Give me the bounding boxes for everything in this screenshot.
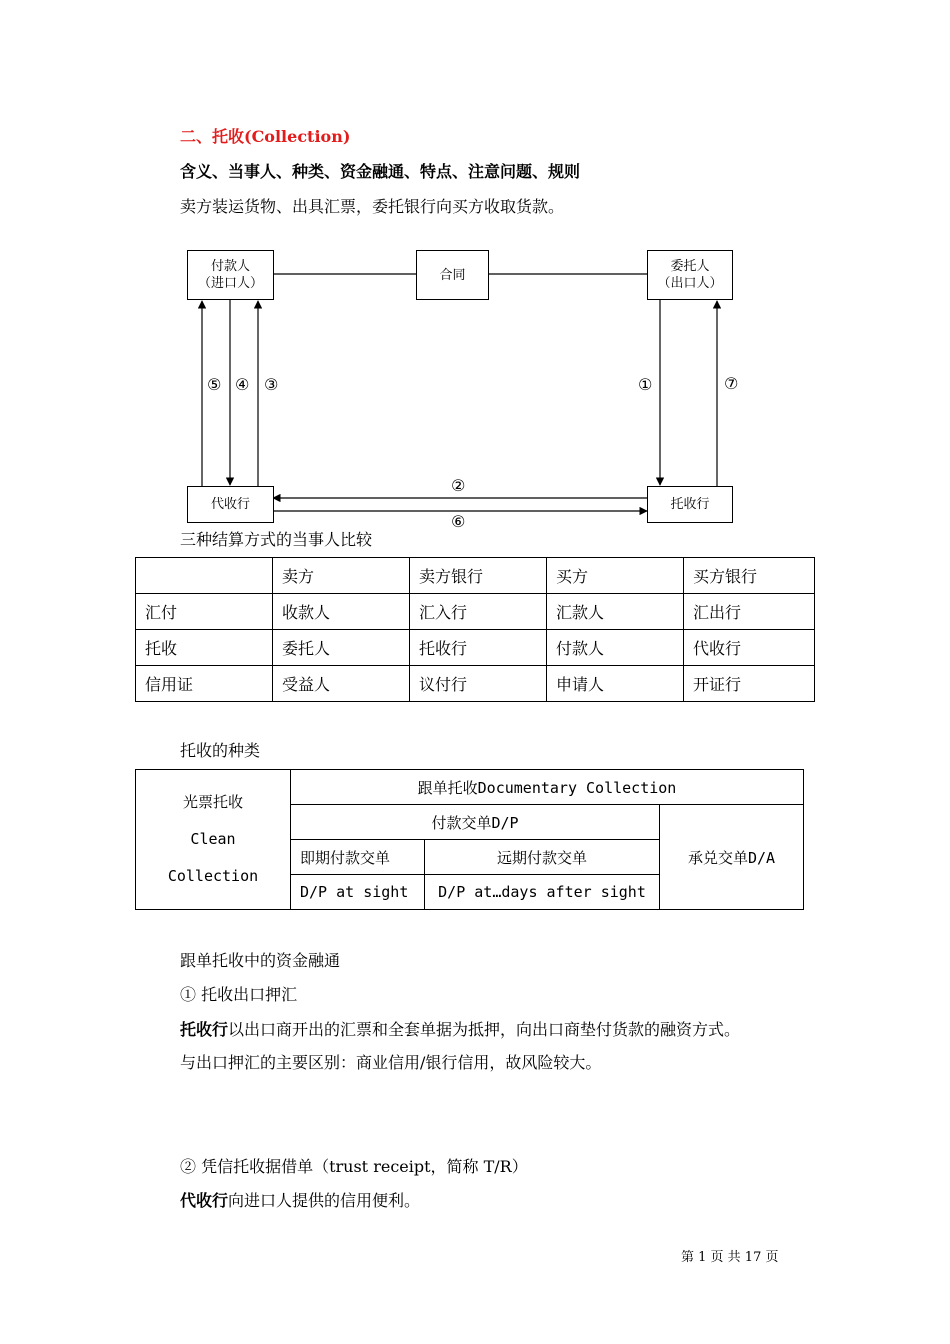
da-cell: 承兑交单D/A [660, 805, 804, 910]
table-cell: 汇出行 [684, 594, 815, 630]
table-row [136, 630, 815, 666]
step-3-label: ③ [264, 375, 279, 394]
collecting-bank-label: 代收行 [210, 497, 250, 512]
compare-table [135, 557, 815, 702]
principal-sublabel: （出口人） [657, 276, 723, 291]
financing-item2-title: ② 凭信托收据借单（trust receipt，简称 T/R） [180, 1157, 528, 1176]
principal-label: 委托人 [670, 259, 710, 274]
financing-item1-bold: 托收行 [180, 1020, 229, 1039]
table-cell: 付款人 [547, 630, 684, 666]
principal-box [647, 250, 733, 300]
table-cell: 受益人 [273, 666, 410, 702]
table-cell: 代收行 [684, 630, 815, 666]
step-7-label: ⑦ [724, 374, 739, 393]
step-4-label: ④ [235, 375, 250, 394]
clean-collection-en2: Collection [167, 867, 259, 885]
header-cell: 卖方 [273, 558, 410, 594]
financing-item1-note: 与出口押汇的主要区别：商业信用/银行信用，故风险较大。 [180, 1053, 602, 1072]
usance-dp-en-cell: D/P at…days after sight [425, 875, 660, 910]
sight-dp-cn-cell: 即期付款交单 [291, 840, 425, 875]
contract-box [416, 250, 489, 300]
table-cell: 收款人 [273, 594, 410, 630]
step-6-label: ⑥ [451, 512, 466, 531]
table-cell: 开证行 [684, 666, 815, 702]
financing-title: 跟单托收中的资金融通 [180, 951, 341, 970]
table-cell: 汇款人 [547, 594, 684, 630]
table-cell: 汇入行 [410, 594, 547, 630]
header-cell: 买方银行 [684, 558, 815, 594]
usance-dp-cn-cell: 远期付款交单 [425, 840, 660, 875]
sight-dp-en-cell: D/P at sight [291, 875, 425, 910]
collecting-bank-box [187, 486, 274, 523]
header-cell: 卖方银行 [410, 558, 547, 594]
table-cell: 委托人 [273, 630, 410, 666]
payer-label: 付款人 [210, 259, 250, 274]
remitting-bank-box [647, 486, 733, 523]
section-heading: 二、托收(Collection) [180, 127, 351, 146]
clean-collection-en1: Clean [190, 830, 236, 848]
financing-item2-body [180, 1188, 420, 1211]
section-subheading: 含义、当事人、种类、资金融通、特点、注意问题、规则 [180, 162, 581, 181]
compare-table-caption: 三种结算方式的当事人比较 [180, 530, 373, 549]
step-1-label: ① [638, 375, 653, 394]
documentary-collection-cell: 跟单托收Documentary Collection [291, 770, 804, 805]
financing-item2-text: 向进口人提供的信用便利。 [228, 1191, 421, 1210]
table-cell: 申请人 [547, 666, 684, 702]
table-header-row [136, 558, 815, 594]
step-2-label: ② [451, 476, 466, 495]
step-5-label: ⑤ [207, 375, 222, 394]
financing-item2-bold: 代收行 [180, 1191, 229, 1210]
clean-collection-cn: 光票托收 [182, 793, 243, 811]
financing-item1-body [180, 1017, 740, 1040]
clean-collection-cell [136, 770, 291, 910]
table-cell: 托收行 [410, 630, 547, 666]
contract-label: 合同 [439, 267, 466, 283]
kinds-table [135, 769, 804, 910]
kinds-table-caption: 托收的种类 [180, 741, 261, 760]
financing-item1-title: ① 托收出口押汇 [180, 985, 298, 1004]
payer-box [187, 250, 274, 300]
table-row [136, 594, 815, 630]
dp-cell: 付款交单D/P [291, 805, 660, 840]
header-cell [136, 558, 273, 594]
page-footer: 第 1 页 共 17 页 [681, 1250, 779, 1265]
financing-item1-text: 以出口商开出的汇票和全套单据为抵押，向出口商垫付货款的融资方式。 [228, 1020, 741, 1039]
remitting-bank-label: 托收行 [670, 497, 710, 512]
table-cell: 信用证 [136, 666, 273, 702]
table-row [136, 666, 815, 702]
table-cell: 议付行 [410, 666, 547, 702]
definition-text: 卖方装运货物、出具汇票，委托银行向买方收取货款。 [180, 197, 565, 216]
table-cell: 汇付 [136, 594, 273, 630]
payer-sublabel: （进口人） [197, 276, 263, 291]
header-cell: 买方 [547, 558, 684, 594]
table-cell: 托收 [136, 630, 273, 666]
